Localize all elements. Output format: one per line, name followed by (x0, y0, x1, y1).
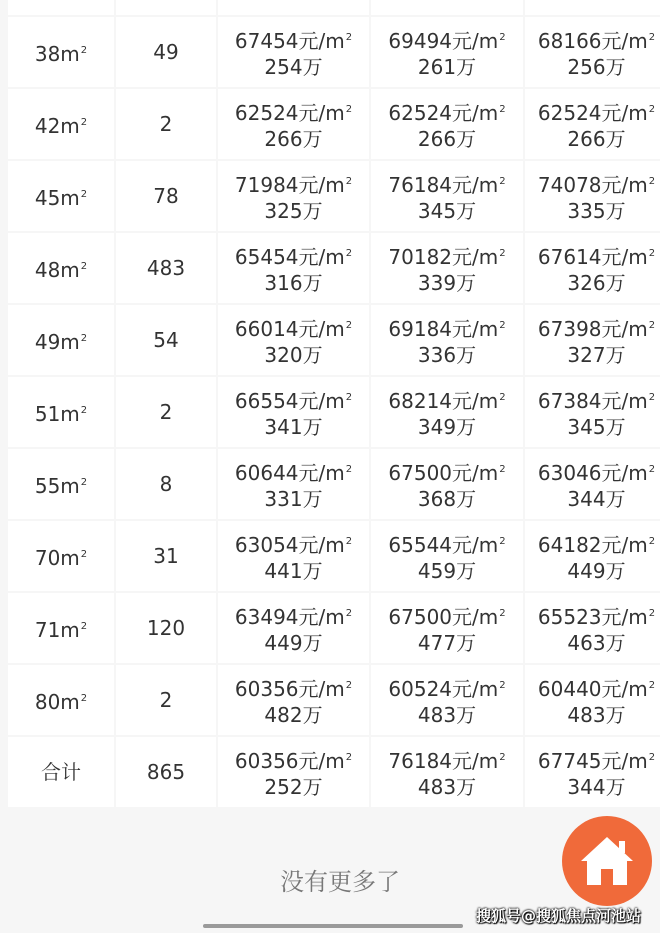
col3-unit-price-text: 65523元/m (537, 604, 648, 629)
col1-unit-sup: 2 (345, 679, 353, 691)
total-label: 合计 (41, 760, 81, 784)
col2-unit-price-text: 70182元/m (388, 244, 499, 269)
home-icon (577, 833, 637, 889)
col3-total-price: 344万 (567, 486, 626, 511)
col1-unit-price-text: 66014元/m (234, 316, 345, 341)
count-cell (116, 161, 216, 231)
col1-unit-price-text: 67454元/m (234, 28, 345, 53)
area-label (35, 614, 87, 643)
area-cell (8, 89, 114, 159)
col3-cell (525, 305, 660, 375)
no-more-content-label: 没有更多了 (280, 868, 400, 896)
col3-total-price: 463万 (567, 630, 626, 655)
col1-unit-sup: 2 (345, 103, 353, 115)
area-cell (8, 233, 114, 303)
col2-cell (371, 17, 523, 87)
col2-unit-sup: 2 (499, 247, 506, 259)
col2-unit-price-text: 65544元/m (388, 532, 499, 557)
col2-total-price: 345万 (417, 198, 477, 223)
col1-unit-price (235, 385, 352, 414)
total-col1-unit-price-text: 60356元/m (234, 748, 345, 773)
unit-count: 2 (159, 688, 173, 712)
area-label (35, 110, 87, 139)
col1-total-price: 482万 (264, 702, 323, 727)
col3-unit-sup: 2 (648, 535, 656, 547)
col3-total-price: 327万 (567, 342, 626, 367)
col3-cell (525, 593, 660, 663)
col2-cell (371, 161, 523, 231)
col2-total-price: 349万 (417, 414, 477, 439)
col2-cell (371, 377, 523, 447)
col2-unit-price (388, 457, 505, 486)
area-unit-sup: 2 (80, 692, 88, 704)
col2-unit-price (388, 601, 505, 630)
area-value: 71 (34, 617, 61, 642)
total-col2-unit-price (388, 745, 505, 774)
partial-row-col1-cell (218, 0, 369, 15)
col2-total-price: 266万 (417, 126, 477, 151)
col3-unit-price-text: 67398元/m (537, 316, 648, 341)
col1-unit-price (235, 457, 352, 486)
area-label (35, 254, 87, 283)
area-value: 51 (34, 401, 61, 426)
col3-unit-price (538, 457, 655, 486)
col3-total-price: 266万 (567, 126, 626, 151)
area-unit-sup: 2 (80, 404, 88, 416)
col1-unit-price-text: 63494元/m (234, 604, 345, 629)
unit-count: 2 (159, 112, 173, 136)
col2-unit-price-text: 69184元/m (388, 316, 499, 341)
col2-unit-price-text: 76184元/m (388, 172, 499, 197)
unit-count: 2 (159, 400, 173, 424)
col2-unit-sup: 2 (499, 679, 506, 691)
col1-cell (218, 377, 369, 447)
col3-cell (525, 17, 660, 87)
col1-total-price: 441万 (264, 558, 323, 583)
area-value: 48 (34, 257, 61, 282)
area-unit-sup: 2 (80, 260, 88, 272)
unit-count: 54 (153, 328, 179, 352)
area-unit-sup: 2 (80, 620, 88, 632)
col3-total-price: 335万 (567, 198, 626, 223)
col3-total-price: 449万 (567, 558, 626, 583)
total-col3-unit-price (538, 745, 655, 774)
col3-unit-price (538, 601, 655, 630)
total-col3-cell (525, 737, 660, 807)
area-cell (8, 665, 114, 735)
area-unit-sup: 2 (80, 476, 88, 488)
total-col1-unit-price (235, 745, 352, 774)
area-unit-sup: 2 (80, 332, 88, 344)
col3-unit-sup: 2 (648, 247, 656, 259)
col1-total-price: 254万 (264, 54, 323, 79)
col1-unit-price-text: 65454元/m (234, 244, 345, 269)
col3-unit-price-text: 60440元/m (537, 676, 648, 701)
col3-unit-sup: 2 (648, 319, 656, 331)
col2-unit-price (388, 313, 505, 342)
col3-unit-sup: 2 (648, 607, 656, 619)
col1-total-price: 266万 (264, 126, 323, 151)
col2-total-price: 368万 (417, 486, 477, 511)
area-label (35, 182, 87, 211)
col2-unit-price-text: 67500元/m (388, 604, 499, 629)
total-col2-total-price: 483万 (417, 774, 477, 799)
col3-unit-sup: 2 (648, 175, 656, 187)
area-unit: m (60, 41, 80, 66)
area-unit: m (60, 185, 80, 210)
col3-cell (525, 161, 660, 231)
col3-unit-price-text: 67614元/m (537, 244, 648, 269)
area-label (35, 38, 87, 67)
area-unit: m (60, 113, 80, 138)
col3-unit-sup: 2 (648, 103, 656, 115)
area-cell (8, 161, 114, 231)
col3-cell (525, 521, 660, 591)
col2-unit-price-text: 60524元/m (388, 676, 499, 701)
col1-cell (218, 305, 369, 375)
col3-cell (525, 233, 660, 303)
total-count: 865 (146, 760, 186, 784)
count-cell (116, 305, 216, 375)
area-label (35, 326, 87, 355)
col1-unit-sup: 2 (345, 463, 353, 475)
col2-cell (371, 665, 523, 735)
col2-cell (371, 449, 523, 519)
area-unit: m (60, 545, 80, 570)
area-label (35, 470, 87, 499)
count-cell (116, 521, 216, 591)
col2-unit-price (388, 673, 505, 702)
partial-row-col2-cell (371, 0, 523, 15)
col2-unit-price-text: 69494元/m (388, 28, 499, 53)
col2-unit-sup: 2 (499, 103, 506, 115)
col1-unit-price (235, 601, 352, 630)
col1-unit-price (235, 241, 352, 270)
col1-cell (218, 521, 369, 591)
col1-unit-sup: 2 (345, 247, 353, 259)
total-col3-unit-price-text: 67745元/m (537, 748, 648, 773)
area-unit: m (60, 401, 80, 426)
col3-unit-price-text: 62524元/m (537, 100, 648, 125)
area-label (35, 686, 87, 715)
area-value: 70 (34, 545, 61, 570)
col1-unit-price (235, 673, 352, 702)
col3-total-price: 326万 (567, 270, 626, 295)
unit-count: 31 (153, 544, 179, 568)
col3-unit-sup: 2 (648, 391, 656, 403)
area-value: 38 (34, 41, 61, 66)
area-value: 80 (34, 689, 61, 714)
unit-count: 120 (146, 616, 186, 640)
area-unit: m (60, 257, 80, 282)
total-col1-cell (218, 737, 369, 807)
col1-unit-sup: 2 (345, 319, 353, 331)
area-unit-sup: 2 (80, 44, 88, 56)
area-value: 49 (34, 329, 61, 354)
col3-total-price: 345万 (567, 414, 626, 439)
col1-unit-sup: 2 (345, 391, 353, 403)
col3-total-price: 256万 (567, 54, 626, 79)
col3-unit-price (538, 529, 655, 558)
col2-unit-price (388, 385, 505, 414)
area-cell (8, 17, 114, 87)
col3-cell (525, 449, 660, 519)
count-cell (116, 593, 216, 663)
col2-cell (371, 305, 523, 375)
col2-unit-price (388, 169, 505, 198)
col1-unit-price-text: 60356元/m (234, 676, 345, 701)
total-col3-unit-sup: 2 (648, 751, 656, 763)
col2-cell (371, 233, 523, 303)
col1-total-price: 316万 (264, 270, 323, 295)
unit-count: 8 (159, 472, 173, 496)
col3-unit-sup: 2 (648, 679, 656, 691)
col2-unit-price-text: 68214元/m (388, 388, 499, 413)
area-cell (8, 305, 114, 375)
col2-unit-sup: 2 (499, 391, 506, 403)
col1-unit-sup: 2 (345, 607, 353, 619)
count-cell (116, 89, 216, 159)
col2-unit-price (388, 241, 505, 270)
col2-unit-price-text: 62524元/m (388, 100, 499, 125)
col3-unit-price-text: 64182元/m (537, 532, 648, 557)
col2-unit-sup: 2 (499, 463, 506, 475)
col2-cell (371, 89, 523, 159)
area-unit: m (60, 473, 80, 498)
col3-unit-price-text: 67384元/m (537, 388, 648, 413)
col1-cell (218, 89, 369, 159)
col1-cell (218, 449, 369, 519)
col3-unit-price-text: 74078元/m (537, 172, 648, 197)
col1-cell (218, 665, 369, 735)
total-col1-unit-sup: 2 (345, 751, 353, 763)
col1-unit-price (235, 313, 352, 342)
col1-unit-price-text: 71984元/m (234, 172, 345, 197)
col3-cell (525, 665, 660, 735)
unit-count: 49 (153, 40, 179, 64)
count-cell (116, 17, 216, 87)
col2-total-price: 339万 (417, 270, 477, 295)
area-cell (8, 449, 114, 519)
col1-total-price: 325万 (264, 198, 323, 223)
col3-unit-price (538, 241, 655, 270)
col3-unit-price-text: 63046元/m (537, 460, 648, 485)
col3-unit-price (538, 25, 655, 54)
count-cell (116, 665, 216, 735)
col3-unit-price (538, 673, 655, 702)
col1-unit-price (235, 25, 352, 54)
area-unit: m (60, 617, 80, 642)
total-count-cell (116, 737, 216, 807)
col1-unit-price (235, 97, 352, 126)
area-cell (8, 521, 114, 591)
col2-total-price: 336万 (417, 342, 477, 367)
area-unit: m (60, 329, 80, 354)
unit-count: 483 (146, 256, 186, 280)
area-value: 55 (34, 473, 61, 498)
col1-total-price: 449万 (264, 630, 323, 655)
partial-row-col3-cell (525, 0, 660, 15)
col1-unit-price (235, 169, 352, 198)
col1-unit-price (235, 529, 352, 558)
col2-unit-sup: 2 (499, 607, 506, 619)
area-unit-sup: 2 (80, 188, 88, 200)
col1-unit-sup: 2 (345, 175, 353, 187)
total-col1-total-price: 252万 (264, 774, 323, 799)
col1-unit-price-text: 63054元/m (234, 532, 345, 557)
col2-total-price: 477万 (417, 630, 477, 655)
home-indicator-bar (203, 924, 463, 928)
count-cell (116, 233, 216, 303)
col2-cell (371, 521, 523, 591)
count-cell (116, 377, 216, 447)
col1-cell (218, 161, 369, 231)
col3-cell (525, 377, 660, 447)
col1-unit-sup: 2 (345, 31, 353, 43)
col3-unit-price (538, 169, 655, 198)
home-button[interactable] (562, 816, 652, 906)
area-unit-sup: 2 (80, 116, 88, 128)
total-label-cell (8, 737, 114, 807)
col1-total-price: 341万 (264, 414, 323, 439)
area-value: 42 (34, 113, 61, 138)
col3-cell (525, 89, 660, 159)
area-unit: m (60, 689, 80, 714)
count-cell (116, 449, 216, 519)
col1-cell (218, 593, 369, 663)
area-label (35, 398, 87, 427)
col1-cell (218, 17, 369, 87)
col1-total-price: 331万 (264, 486, 323, 511)
col3-unit-price-text: 68166元/m (537, 28, 648, 53)
area-label (35, 542, 87, 571)
col2-total-price: 261万 (417, 54, 477, 79)
area-cell (8, 593, 114, 663)
price-table (8, 0, 660, 807)
area-value: 45 (34, 185, 61, 210)
col3-unit-price (538, 313, 655, 342)
col3-unit-sup: 2 (648, 31, 656, 43)
col1-unit-price-text: 66554元/m (234, 388, 345, 413)
col2-unit-price (388, 97, 505, 126)
col1-unit-sup: 2 (345, 535, 353, 547)
col1-unit-price-text: 60644元/m (234, 460, 345, 485)
area-cell (8, 377, 114, 447)
col2-total-price: 459万 (417, 558, 477, 583)
col2-unit-sup: 2 (499, 31, 506, 43)
total-col2-unit-price-text: 76184元/m (388, 748, 499, 773)
col3-total-price: 483万 (567, 702, 626, 727)
unit-count: 78 (153, 184, 179, 208)
col2-unit-sup: 2 (499, 175, 506, 187)
col1-cell (218, 233, 369, 303)
col2-unit-price (388, 25, 505, 54)
col2-unit-sup: 2 (499, 535, 506, 547)
col3-unit-sup: 2 (648, 463, 656, 475)
partial-row-count-cell (116, 0, 216, 15)
total-col2-cell (371, 737, 523, 807)
col2-cell (371, 593, 523, 663)
source-watermark: 搜狐号@搜狐焦点河池站 (476, 907, 642, 925)
col2-unit-sup: 2 (499, 319, 506, 331)
col2-total-price: 483万 (417, 702, 477, 727)
total-col3-total-price: 344万 (567, 774, 626, 799)
total-col2-unit-sup: 2 (499, 751, 506, 763)
col1-unit-price-text: 62524元/m (234, 100, 345, 125)
col3-unit-price (538, 385, 655, 414)
area-unit-sup: 2 (80, 548, 88, 560)
col2-unit-price (388, 529, 505, 558)
col3-unit-price (538, 97, 655, 126)
col1-total-price: 320万 (264, 342, 323, 367)
partial-row-area-cell (8, 0, 114, 15)
col2-unit-price-text: 67500元/m (388, 460, 499, 485)
